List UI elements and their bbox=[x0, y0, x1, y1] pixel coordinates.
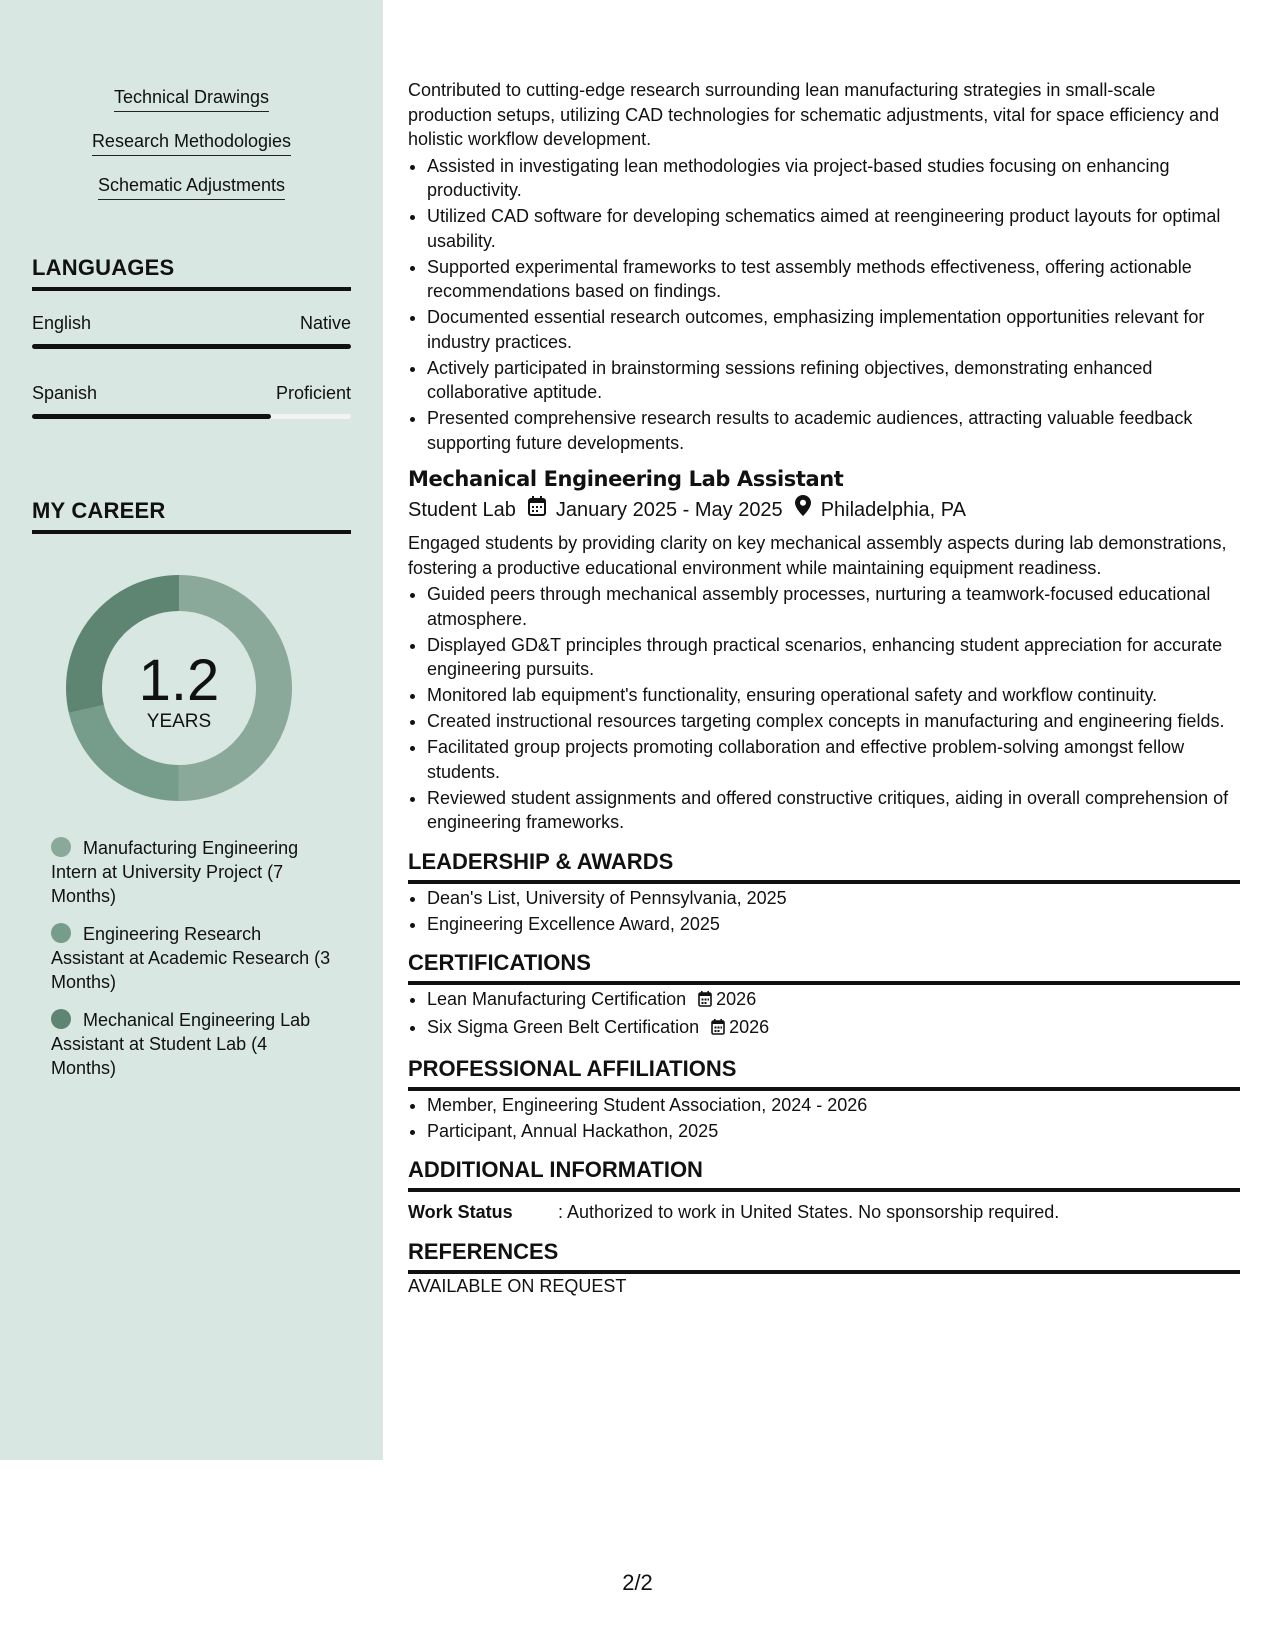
career-unit: YEARS bbox=[146, 711, 212, 732]
language-level: Proficient bbox=[275, 383, 351, 403]
career-total: 1.2 bbox=[138, 648, 220, 713]
list-item: • Actively participated in brainstorming sessions refining objectives, demonstrating enhanced collaborative aptitude. bbox=[427, 356, 1240, 405]
career-donut bbox=[66, 575, 292, 801]
work-status-value: : Authorized to work in United States. No sponsorship required. bbox=[558, 1202, 1060, 1222]
career-item bbox=[51, 922, 331, 994]
list-item: • Presented comprehensive research results to academic audiences, attracting valuable feedback supporting future developments. bbox=[427, 406, 1240, 455]
list-item: • Reviewed student assignments and offered constructive critiques, aiding in overall comprehension of engineering frameworks. bbox=[427, 786, 1240, 835]
list-item: • Utilized CAD software for developing schematics aimed at reengineering product layouts for optimal usability. bbox=[427, 204, 1240, 253]
certifications-list bbox=[408, 987, 1240, 1042]
leadership-heading: LEADERSHIP & AWARDS bbox=[408, 849, 1240, 884]
list-item: • Monitored lab equipment's functionality, ensuring operational safety and workflow continuity. bbox=[427, 683, 1240, 708]
career-heading: MY CAREER bbox=[32, 498, 351, 534]
list-item: • Displayed GD&T principles through practical scenarios, enhancing student appreciation for accurate engineering pursuits. bbox=[427, 633, 1240, 682]
language-bar bbox=[32, 344, 351, 349]
list-item: • Guided peers through mechanical assembly processes, nurturing a teamwork-focused educational atmosphere. bbox=[427, 582, 1240, 631]
certification-date: 2026 bbox=[729, 1017, 770, 1037]
language-name: English bbox=[32, 313, 92, 333]
references-text: AVAILABLE ON REQUEST bbox=[408, 1275, 627, 1296]
job-summary: Engaged students by providing clarity on key mechanical assembly aspects during lab demonstrations, fostering a productive educational environment while maintaining equipment readiness. bbox=[408, 533, 1227, 578]
list-item: • Created instructional resources targeting complex concepts in manufacturing and engineering fields. bbox=[427, 709, 1240, 734]
language-level: Native bbox=[299, 313, 351, 333]
calendar-icon bbox=[698, 989, 712, 1014]
list-item: • Engineering Excellence Award, 2025 bbox=[427, 912, 1240, 937]
list-item: • Supported experimental frameworks to test assembly methods effectiveness, offering actionable recommendations based on findings. bbox=[427, 255, 1240, 304]
certification-name: Lean Manufacturing Certification bbox=[427, 989, 687, 1009]
list-item bbox=[427, 1015, 1240, 1042]
job-dates: January 2025 - May 2025 bbox=[555, 499, 783, 521]
career-item-text: Manufacturing Engineering Intern at University Project (7 Months) bbox=[51, 838, 299, 906]
job-location: Philadelphia, PA bbox=[820, 499, 966, 521]
certification-name: Six Sigma Green Belt Certification bbox=[427, 1017, 700, 1037]
list-item bbox=[427, 987, 1240, 1014]
work-status-label: Work Status bbox=[408, 1202, 513, 1222]
location-pin-icon bbox=[795, 495, 811, 525]
additional-info-heading: ADDITIONAL INFORMATION bbox=[408, 1157, 1240, 1192]
affiliations-list bbox=[408, 1093, 1240, 1144]
skill-item: Technical Drawings bbox=[114, 86, 269, 112]
language-bar-fill bbox=[32, 344, 351, 349]
career-item-text: Engineering Research Assistant at Academic Research (3 Months) bbox=[51, 924, 331, 992]
list-item: • Documented essential research outcomes, emphasizing implementation opportunities relevant for industry practices. bbox=[427, 305, 1240, 354]
work-status-row bbox=[408, 1200, 1240, 1225]
languages-heading: LANGUAGES bbox=[32, 255, 351, 291]
language-name: Spanish bbox=[32, 383, 98, 403]
job-title: Mechanical Engineering Lab Assistant bbox=[408, 467, 844, 491]
calendar-icon bbox=[528, 495, 546, 525]
sidebar bbox=[0, 0, 383, 1460]
references-heading: REFERENCES bbox=[408, 1239, 1240, 1274]
skill-item: Schematic Adjustments bbox=[98, 174, 285, 200]
career-item bbox=[51, 1008, 331, 1080]
language-bar bbox=[32, 414, 351, 419]
list-item: • Assisted in investigating lean methodologies via project-based studies focusing on enhancing productivity. bbox=[427, 154, 1240, 203]
role-bullets bbox=[408, 154, 1240, 456]
list-item: • Dean's List, University of Pennsylvania, 2025 bbox=[427, 886, 1240, 911]
skill-item: Research Methodologies bbox=[92, 130, 291, 156]
affiliations-heading: PROFESSIONAL AFFILIATIONS bbox=[408, 1056, 1240, 1091]
list-item: • Member, Engineering Student Association, 2024 - 2026 bbox=[427, 1093, 1240, 1118]
certification-date: 2026 bbox=[716, 989, 757, 1009]
career-list bbox=[51, 836, 331, 1094]
list-item: • Facilitated group projects promoting collaboration and effective problem-solving amongst fellow students. bbox=[427, 735, 1240, 784]
career-item-text: Mechanical Engineering Lab Assistant at Student Lab (4 Months) bbox=[51, 1010, 311, 1078]
job-meta bbox=[408, 495, 1240, 525]
main-content bbox=[408, 78, 1240, 1298]
leadership-list bbox=[408, 886, 1240, 937]
language-bar-fill bbox=[32, 414, 271, 419]
career-dot bbox=[51, 923, 71, 943]
career-item bbox=[51, 836, 331, 908]
skills-list bbox=[0, 86, 383, 218]
role-summary: Contributed to cutting-edge research surrounding lean manufacturing strategies in small-scale production setups, utilizing CAD technologies for schematic adjustments, vital for space efficiency and holistic workflow development. bbox=[408, 80, 1220, 149]
job-company: Student Lab bbox=[408, 499, 516, 521]
certifications-heading: CERTIFICATIONS bbox=[408, 950, 1240, 985]
calendar-icon bbox=[711, 1017, 725, 1042]
page-number: 2/2 bbox=[622, 1570, 653, 1595]
career-dot bbox=[51, 1009, 71, 1029]
list-item: • Participant, Annual Hackathon, 2025 bbox=[427, 1119, 1240, 1144]
career-dot bbox=[51, 837, 71, 857]
job-bullets bbox=[408, 582, 1240, 835]
